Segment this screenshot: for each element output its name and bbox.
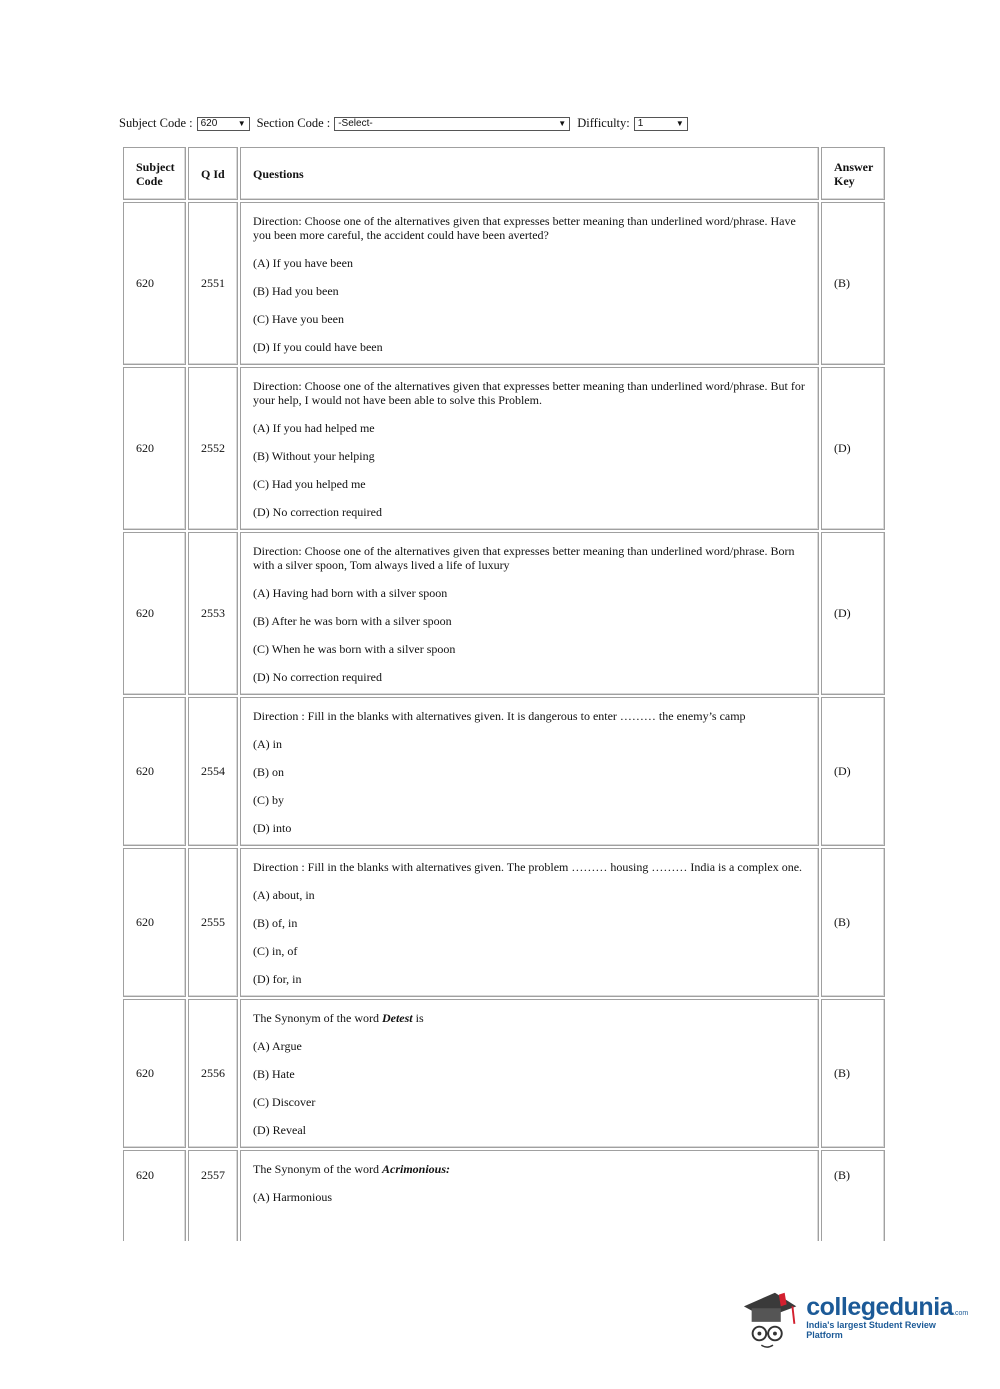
- option: (B) Without your helping: [253, 449, 375, 463]
- question-direction: The Synonym of the word Acrimonious:: [253, 1162, 450, 1176]
- brand-name: collegedunia: [806, 1293, 954, 1321]
- graduate-mascot-icon: [740, 1284, 798, 1350]
- table-row: [123, 532, 885, 695]
- brand-suffix: .com: [953, 1310, 969, 1317]
- option: (C) Had you helped me: [253, 477, 366, 491]
- table-row: [123, 1150, 885, 1241]
- option: (C) Have you been: [253, 312, 344, 326]
- cell-subject-code: 620: [123, 1150, 186, 1241]
- table-row: [123, 848, 885, 997]
- section-code-label: Section Code :: [256, 116, 331, 130]
- cell-question: [240, 367, 819, 530]
- option: (D) Reveal: [253, 1123, 306, 1137]
- cell-subject-code: 620: [123, 367, 186, 530]
- brand-tagline: India's largest Student Review Platform: [806, 1320, 936, 1340]
- cell-qid: 2555: [188, 848, 238, 997]
- difficulty-select[interactable]: 1 ▼: [634, 117, 688, 131]
- cell-subject-code: 620: [123, 848, 186, 997]
- question-direction: Direction: Choose one of the alternatives given that expresses better meaning than underlined word/phrase. But for your help, I would not have been able to solve this Problem.: [253, 379, 805, 407]
- question-table-container: [121, 145, 887, 1241]
- option: (D) for, in: [253, 972, 302, 986]
- collegedunia-logo: [740, 1282, 970, 1352]
- chevron-down-icon: ▼: [675, 119, 684, 128]
- header-subject-code: Subject Code: [123, 147, 186, 200]
- question-direction: Direction : Fill in the blanks with alternatives given. It is dangerous to enter ……… the enemy’s camp: [253, 709, 746, 723]
- cell-qid: 2552: [188, 367, 238, 530]
- option: (D) into: [253, 821, 292, 835]
- highlighted-word: Acrimonious:: [381, 1162, 450, 1176]
- cell-subject-code: 620: [123, 999, 186, 1148]
- option: (C) Discover: [253, 1095, 316, 1109]
- option: (C) by: [253, 793, 284, 807]
- cell-question: [240, 848, 819, 997]
- table-row: [123, 999, 885, 1148]
- highlighted-word: Detest: [381, 1011, 413, 1025]
- cell-question: [240, 999, 819, 1148]
- table-header-row: [123, 147, 885, 200]
- cell-qid: 2557: [188, 1150, 238, 1241]
- option: (A) Argue: [253, 1039, 302, 1053]
- cell-question: [240, 202, 819, 365]
- option: (D) If you could have been: [253, 340, 383, 354]
- section-code-select[interactable]: -Select- ▼: [334, 117, 570, 131]
- cell-answer-key: (D): [821, 367, 885, 530]
- cell-qid: 2551: [188, 202, 238, 365]
- cell-qid: 2553: [188, 532, 238, 695]
- table-row: [123, 367, 885, 530]
- option: (B) of, in: [253, 916, 298, 930]
- question-direction: The Synonym of the word Detest is: [253, 1011, 424, 1025]
- cell-answer-key: (B): [821, 848, 885, 997]
- option: (B) Hate: [253, 1067, 295, 1081]
- header-answer-key: Answer Key: [821, 147, 885, 200]
- option: (D) No correction required: [253, 670, 382, 684]
- cell-answer-key: (D): [821, 532, 885, 695]
- cell-answer-key: (B): [821, 999, 885, 1148]
- cell-qid: 2556: [188, 999, 238, 1148]
- option: (B) Had you been: [253, 284, 339, 298]
- chevron-down-icon: ▼: [237, 119, 246, 128]
- question-table: [121, 145, 887, 1241]
- cell-answer-key: (B): [821, 202, 885, 365]
- subject-code-select[interactable]: 620 ▼: [197, 117, 250, 131]
- option: (A) Harmonious: [253, 1190, 332, 1204]
- cell-qid: 2554: [188, 697, 238, 846]
- cell-subject-code: 620: [123, 697, 186, 846]
- option: (B) on: [253, 765, 284, 779]
- option: (C) When he was born with a silver spoon: [253, 642, 456, 656]
- question-direction: Direction: Choose one of the alternatives given that expresses better meaning than underlined word/phrase. Born with a silver spoon, Tom always lived a life of luxury: [253, 544, 795, 572]
- cell-answer-key: (B): [821, 1150, 885, 1241]
- option: (A) If you have been: [253, 256, 353, 270]
- cell-question: [240, 697, 819, 846]
- option: (A) in: [253, 737, 282, 751]
- filter-bar: [119, 116, 691, 131]
- cell-question: [240, 532, 819, 695]
- option: (C) in, of: [253, 944, 298, 958]
- option: (B) After he was born with a silver spoon: [253, 614, 452, 628]
- subject-code-label: Subject Code :: [119, 116, 193, 130]
- chevron-down-icon: ▼: [558, 119, 567, 128]
- option: (D) No correction required: [253, 505, 382, 519]
- option: (A) Having had born with a silver spoon: [253, 586, 448, 600]
- table-row: [123, 697, 885, 846]
- header-qid: Q Id: [188, 147, 238, 200]
- cell-answer-key: (D): [821, 697, 885, 846]
- cell-subject-code: 620: [123, 532, 186, 695]
- option: (A) about, in: [253, 888, 315, 902]
- question-direction: Direction: Choose one of the alternatives given that expresses better meaning than underlined word/phrase. Have you been more careful, the accident could have been averted?: [253, 214, 796, 242]
- cell-subject-code: 620: [123, 202, 186, 365]
- table-row: [123, 202, 885, 365]
- cell-question: [240, 1150, 819, 1241]
- header-questions: Questions: [240, 147, 819, 200]
- difficulty-label: Difficulty:: [577, 116, 630, 130]
- option: (A) If you had helped me: [253, 421, 375, 435]
- question-direction: Direction : Fill in the blanks with alternatives given. The problem ……… housing ……… India is a complex one.: [253, 860, 803, 874]
